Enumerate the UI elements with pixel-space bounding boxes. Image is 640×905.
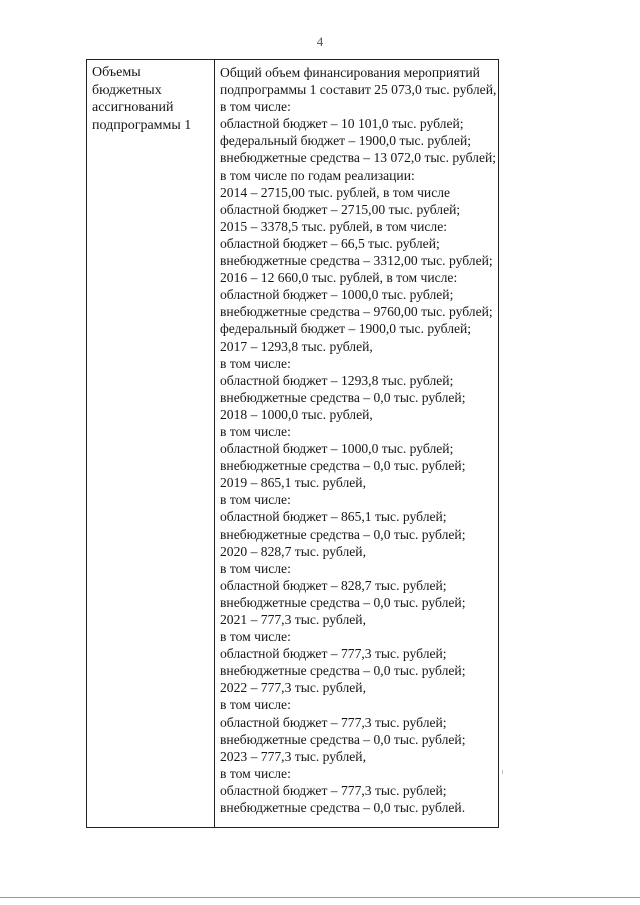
funding-text-line: внебюджетные средства – 0,0 тыс. рублей; bbox=[220, 731, 466, 747]
funding-text-line: в том числе: bbox=[220, 99, 291, 115]
funding-text-line: областной бюджет – 66,5 тыс. рублей; bbox=[220, 235, 440, 251]
row-label-line: бюджетных bbox=[92, 82, 162, 98]
funding-text-line: в том числе: bbox=[220, 355, 291, 371]
funding-text-line: внебюджетные средства – 3312,00 тыс. рублей; bbox=[220, 253, 493, 269]
funding-text-line: 2022 – 777,3 тыс. рублей, bbox=[220, 680, 366, 696]
funding-details-cell bbox=[215, 60, 498, 827]
funding-text-line: внебюджетные средства – 0,0 тыс. рублей. bbox=[220, 800, 466, 816]
funding-text-line: внебюджетные средства – 0,0 тыс. рублей; bbox=[220, 594, 466, 610]
funding-text-line: внебюджетные средства – 0,0 тыс. рублей; bbox=[220, 389, 466, 405]
page-number: 4 bbox=[316, 34, 324, 49]
funding-text-line: внебюджетные средства – 0,0 тыс. рублей; bbox=[220, 458, 466, 474]
funding-text-line: 2018 – 1000,0 тыс. рублей, bbox=[220, 406, 373, 422]
row-label-line: Объемы bbox=[92, 65, 141, 80]
funding-text-line: областной бюджет – 777,3 тыс. рублей; bbox=[220, 646, 447, 662]
funding-text-line: в том числе: bbox=[220, 765, 291, 781]
funding-text-line: подпрограммы 1 составит 25 073,0 тыс. рублей, bbox=[220, 82, 497, 98]
funding-text-line: областной бюджет – 1293,8 тыс. рублей; bbox=[220, 372, 454, 388]
funding-text-line: 2015 – 3378,5 тыс. рублей, в том числе: bbox=[220, 218, 448, 234]
funding-text-line: в том числе по годам реализации: bbox=[220, 167, 415, 183]
funding-text-line: в том числе: bbox=[220, 492, 291, 508]
funding-text-line: в том числе: bbox=[220, 560, 291, 576]
funding-text-line: 2020 – 828,7 тыс. рублей, bbox=[220, 543, 366, 559]
funding-text-line: федеральный бюджет – 1900,0 тыс. рублей; bbox=[220, 321, 472, 337]
funding-text-line: 2017 – 1293,8 тыс. рублей, bbox=[220, 338, 373, 354]
budget-allocations-table bbox=[86, 59, 499, 828]
funding-text-line: внебюджетные средства – 0,0 тыс. рублей; bbox=[220, 663, 466, 679]
funding-text-line: 2016 – 12 660,0 тыс. рублей, в том числе: bbox=[220, 270, 458, 286]
funding-text-line: 2014 – 2715,00 тыс. рублей, в том числе bbox=[220, 184, 451, 200]
funding-text-line: внебюджетные средства – 0,0 тыс. рублей; bbox=[220, 526, 466, 542]
funding-text-line: областной бюджет – 777,3 тыс. рублей; bbox=[220, 782, 447, 798]
funding-text-line: областной бюджет – 10 101,0 тыс. рублей; bbox=[220, 116, 464, 132]
bottom-edge-line bbox=[0, 897, 640, 898]
funding-text-line: в том числе: bbox=[220, 697, 291, 713]
funding-text-line: Общий объем финансирования мероприятий bbox=[220, 65, 480, 80]
funding-text-line: областной бюджет – 777,3 тыс. рублей; bbox=[220, 714, 447, 730]
funding-text-line: областной бюджет – 828,7 тыс. рублей; bbox=[220, 577, 447, 593]
funding-text-line: федеральный бюджет – 1900,0 тыс. рублей; bbox=[220, 133, 472, 149]
funding-text-line: областной бюджет – 865,1 тыс. рублей; bbox=[220, 509, 447, 525]
funding-text-line: в том числе: bbox=[220, 629, 291, 645]
funding-text-line: в том числе: bbox=[220, 423, 291, 439]
row-label-line: подпрограммы 1 bbox=[92, 117, 192, 133]
funding-text-line: областной бюджет – 2715,00 тыс. рублей; bbox=[220, 201, 461, 217]
scan-speck bbox=[502, 770, 503, 774]
row-label-cell bbox=[87, 60, 215, 827]
funding-text-line: 2019 – 865,1 тыс. рублей, bbox=[220, 475, 366, 491]
funding-text-line: 2021 – 777,3 тыс. рублей, bbox=[220, 612, 366, 627]
funding-text-line: 2023 – 777,3 тыс. рублей, bbox=[220, 748, 366, 764]
funding-text-line: областной бюджет – 1000,0 тыс. рублей; bbox=[220, 441, 454, 457]
funding-text-line: областной бюджет – 1000,0 тыс. рублей; bbox=[220, 287, 454, 303]
funding-text-line: внебюджетные средства – 13 072,0 тыс. рублей; bbox=[220, 150, 497, 166]
row-label-line: ассигнований bbox=[92, 100, 174, 116]
funding-text-line: внебюджетные средства – 9760,00 тыс. рублей; bbox=[220, 304, 493, 320]
